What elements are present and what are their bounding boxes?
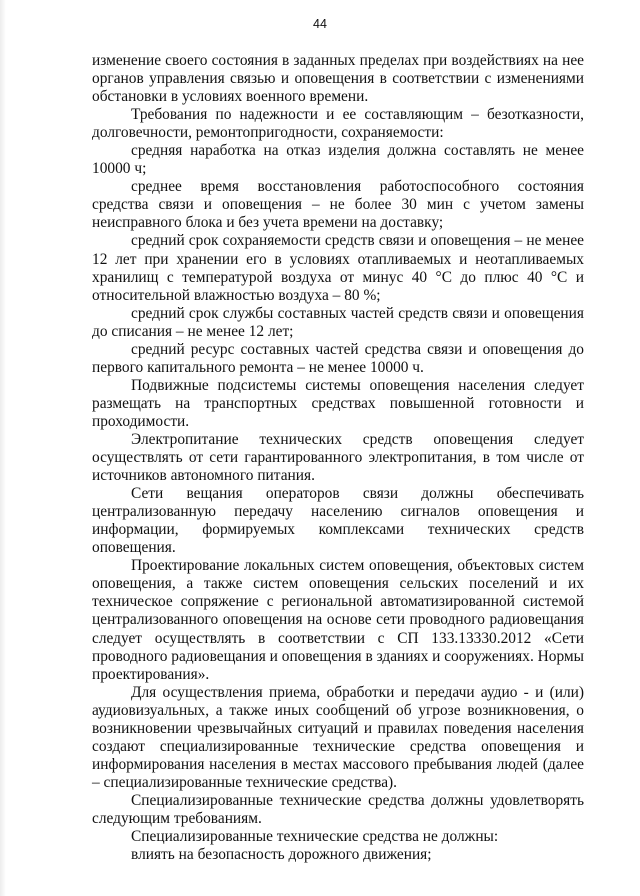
paragraph: средняя наработка на отказ изделия должна составлять не менее 10000 ч; bbox=[92, 142, 584, 178]
body-text bbox=[92, 52, 584, 864]
paragraph-continued: изменение своего состояния в заданных пределах при воздействиях на нее органов управления связью и оповещения в соответствии с изменениями обстановки в условиях военного времени. bbox=[92, 52, 584, 106]
paragraph: Электропитание технических средств оповещения следует осуществлять от сети гарантированного электропитания, в том числе от источников автономного питания. bbox=[92, 430, 584, 485]
paragraph: Требования по надежности и ее составляющим – безотказности, долговечности, ремонтопригодности, сохраняемости: bbox=[92, 106, 584, 142]
page-number: 44 bbox=[313, 17, 327, 31]
paragraph: средний ресурс составных частей средства связи и оповещения до первого капитального ремонта – не менее 10000 ч. bbox=[92, 340, 584, 376]
paragraph: Сети вещания операторов связи должны обеспечивать централизованную передачу населению сигналов оповещения и информации, формируемых комплексами технических средств оповещения. bbox=[92, 485, 584, 557]
paragraph: средний срок сохраняемости средств связи и оповещения – не менее 12 лет при хранении его в условиях отапливаемых и неотапливаемых хранилищ с температурой воздуха от минус 40 °С до плюс 40 °С и относительной влажностью воздуха – 80 %; bbox=[92, 232, 584, 304]
paragraph: Подвижные подсистемы системы оповещения населения следует размещать на транспортных средствах повышенной готовности и проходимости. bbox=[92, 376, 584, 430]
paragraph: Специализированные технические средства не должны: bbox=[131, 828, 499, 846]
paragraph: Проектирование локальных систем оповещения, объектовых систем оповещения, а также систем оповещения сельских поселений и их техническое сопряжение с региональной автоматизированной системой централизованного оповещения на основе сети проводного радиовещания следует осуществлять в соответствии с СП 133.13330.2012 «Сети проводного радиовещания и оповещения в зданиях и сооружениях. Нормы проектирования». bbox=[92, 557, 584, 683]
paragraph: влиять на безопасность дорожного движения; bbox=[131, 846, 432, 864]
scan-edge-shadow bbox=[0, 0, 6, 896]
paragraph: среднее время восстановления работоспособного состояния средства связи и оповещения – не более 30 мин с учетом замены неисправного блока и без учета времени на доставку; bbox=[92, 178, 584, 232]
paragraph: средний срок службы составных частей средств связи и оповещения до списания – не менее 12 лет; bbox=[92, 304, 584, 340]
paragraph: Для осуществления приема, обработки и передачи аудио - и (или) аудиовизуальных, а также иных сообщений об угрозе возникновения, о возникновении чрезвычайных ситуаций и правилах поведения населения создают специализированные технические средства оповещения и информирования населения в местах массового пребывания людей (далее – специализированные технические средства). bbox=[92, 683, 584, 791]
paragraph: Специализированные технические средства должны удовлетворять следующим требованиям. bbox=[92, 791, 584, 827]
